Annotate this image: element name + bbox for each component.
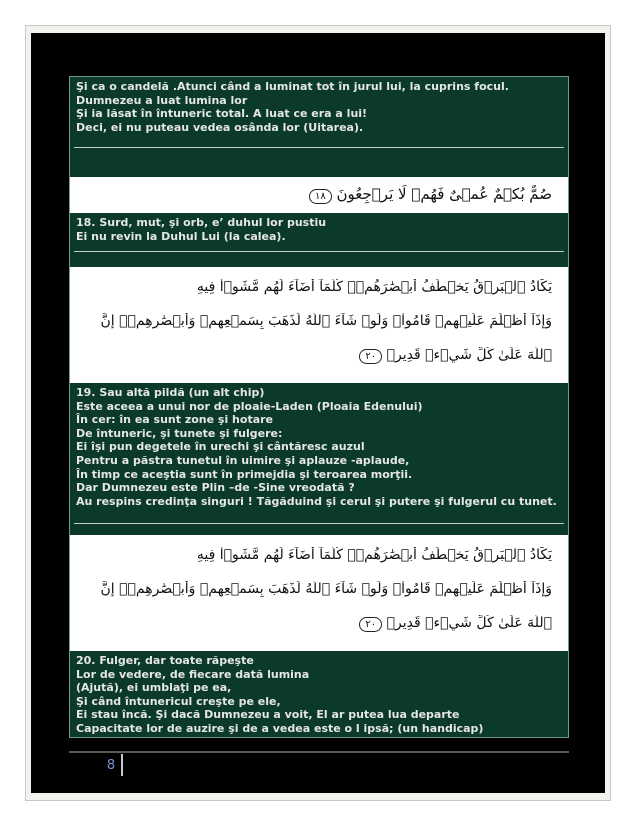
text-line: Dar Dumnezeu este Plin –de -Sine vreodată ? bbox=[76, 481, 355, 495]
arabic-verse-18 bbox=[70, 177, 568, 213]
text-line: Au respins credinţa singuri ! Tăgăduind şi cerul şi putere şi fulgerul cu tunet. bbox=[76, 494, 557, 508]
arabic-line: يَكَادُ ٱلۡبَرۡقُ يَخۡطَفُ أَبۡصَٰرَهُمۡۖ كُلَّمَآ أَضَآءَ لَهُم مَّشَوۡاْ فِيهِ bbox=[196, 547, 552, 563]
text-line: Şi ia lăsat în întuneric total. A luat ce era a lui! bbox=[76, 107, 368, 121]
text-line: În timp ce aceştia sunt în primejdia şi teroarea morţii. bbox=[76, 467, 413, 481]
intro-text-block bbox=[70, 77, 568, 177]
text-line: 18. Surd, mut, şi orb, e’ duhul lor pustiu bbox=[76, 216, 327, 229]
verse-19-translation bbox=[70, 383, 568, 535]
text-line: Capacitate lor de auzire şi de a vedea este o l ipsă; (un handicap) bbox=[76, 721, 484, 735]
text-line: Dumnezeu a luat lumina lor bbox=[76, 93, 248, 107]
page-number-separator bbox=[121, 754, 123, 776]
text-line: De întuneric, şi tunete şi fulgere: bbox=[76, 426, 283, 440]
arabic-line bbox=[82, 615, 552, 632]
text-line: Şi ca o candelă .Atunci când a luminat tot în jurul lui, la cuprins focul. bbox=[76, 80, 509, 93]
ayah-number-badge: ٢٠ bbox=[359, 617, 382, 632]
footer-divider bbox=[69, 751, 569, 753]
text-line: 20. Fulger, dar toate răpeşte bbox=[76, 654, 254, 667]
page-number: 8 bbox=[106, 758, 116, 773]
divider-line bbox=[74, 251, 564, 252]
arabic-line: وَإِذَآ أَظۡلَمَ عَلَيۡهِمۡ قَامُواْۚ وَلَوۡ شَآءَ ٱللَّهُ لَذَهَبَ بِسَمۡعِهِمۡ وَأَبۡصَٰرِهِمۡۚ إِنَّ bbox=[100, 313, 552, 329]
text-line: Pentru a păstra tunetul în uimire şi aplauze -aplaude, bbox=[76, 453, 410, 467]
divider-line bbox=[74, 147, 564, 148]
arabic-line bbox=[82, 185, 552, 204]
text-line: Ei nu revin la Duhul Lui (la calea). bbox=[76, 229, 286, 243]
text-line: Şi când întunericul creşte pe ele, bbox=[76, 694, 281, 708]
arabic-line bbox=[82, 347, 552, 364]
text-line: Ei îşi pun degetele în urechi şi cântăresc auzul bbox=[76, 440, 365, 454]
arabic-line: يَكَادُ ٱلۡبَرۡقُ يَخۡطَفُ أَبۡصَٰرَهُمۡۖ كُلَّمَآ أَضَآءَ لَهُم مَّشَوۡاْ فِيهِ bbox=[196, 279, 552, 295]
text-line: (Ajută), ei umblaţi pe ea, bbox=[76, 681, 232, 695]
text-line: Ei stau încă. Şi dacă Dumnezeu a voit, El ar putea lua departe bbox=[76, 708, 460, 722]
arabic-text: ٱللَّهَ عَلَىٰ كُلِّ شَيۡءٖ قَدِيرٞ bbox=[386, 615, 552, 631]
arabic-line: وَإِذَآ أَظۡلَمَ عَلَيۡهِمۡ قَامُواْۚ وَلَوۡ شَآءَ ٱللَّهُ لَذَهَبَ بِسَمۡعِهِمۡ وَأَبۡصَٰرِهِمۡۚ إِنَّ bbox=[100, 581, 552, 597]
document-content bbox=[69, 76, 569, 738]
arabic-verse-block-2 bbox=[70, 535, 568, 651]
text-line: În cer: în ea sunt zone şi hotare bbox=[76, 413, 274, 427]
text-line: Deci, ei nu puteau vedea osânda lor (Uitarea). bbox=[76, 120, 364, 134]
text-line: 19. Sau altă pildă (un alt chip) bbox=[76, 386, 265, 399]
arabic-text: ٱللَّهَ عَلَىٰ كُلِّ شَيۡءٖ قَدِيرٞ bbox=[386, 347, 552, 363]
divider-line bbox=[74, 523, 564, 524]
verse-20-translation bbox=[70, 651, 568, 738]
verse-18-translation bbox=[70, 213, 568, 267]
arabic-verse-block-1 bbox=[70, 267, 568, 383]
text-line: Lor de vedere, de fiecare dată lumina bbox=[76, 667, 310, 681]
text-line: Este aceea a unui nor de ploaie-Laden (Ploaia Edenului) bbox=[76, 399, 423, 413]
ayah-number-badge: ٢٠ bbox=[359, 349, 382, 364]
ayah-number-badge: ١٨ bbox=[309, 189, 332, 204]
arabic-text: صُمٌّ بُكۡمٌ عُمۡىٌ فَهُمۡ لَا يَرۡجِعُونَ bbox=[336, 185, 552, 203]
